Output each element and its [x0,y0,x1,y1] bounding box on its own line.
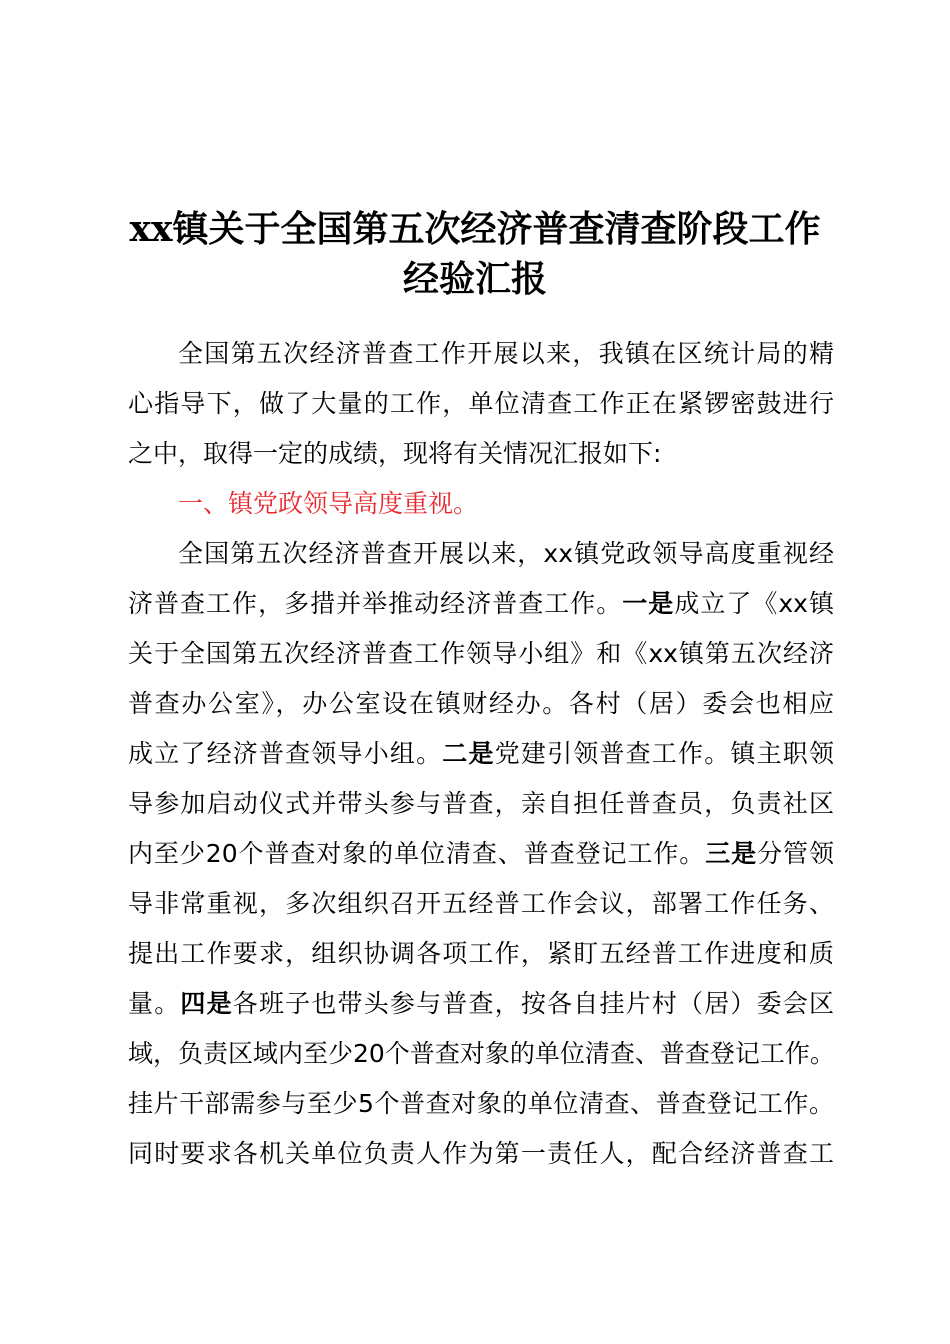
paragraph-line: 同时要求各机关单位负责人作为第一责任人，配合经济普查工 [128,1139,834,1168]
bold-marker: 二是 [442,739,495,768]
paragraph-line [128,979,834,1029]
text-run: 济普查工作，多措并举推动经济普查工作。 [128,589,623,618]
paragraph-line [128,829,834,879]
paragraph-line: 之中，取得一定的成绩，现将有关情况汇报如下: [128,439,662,468]
paragraph-line: 心指导下，做了大量的工作，单位清查工作正在紧锣密鼓进行 [128,389,834,418]
bold-marker: 一是 [622,589,675,618]
text-run: 内至少20个普查对象的单位清查、普查登记工作。 [128,839,706,868]
text-run: 分管领 [757,839,834,868]
text-run: 各班子也带头参与普查，按各自挂片村（居）委会区 [232,989,834,1018]
paragraph-line: 普查办公室》，办公室设在镇财经办。各村（居）委会也相应 [128,689,834,718]
document-title-line-1: xx镇关于全国第五次经济普查清查阶段工作 [129,208,821,250]
paragraph-line [128,729,834,779]
text-run: 量。 [128,989,181,1018]
section-heading: 一、镇党政领导高度重视。 [178,489,479,518]
document-title-line-2: 经验汇报 [402,258,547,300]
text-run: 成立了经济普查领导小组。 [128,739,443,768]
paragraph-line: 挂片干部需参与至少5个普查对象的单位清查、普查登记工作。 [128,1089,834,1118]
paragraph-line [128,579,834,629]
paragraph-line: 导参加启动仪式并带头参与普查，亲自担任普查员，负责社区 [128,789,834,818]
text-run: 党建引领普查工作。镇主职领 [494,739,834,768]
paragraph-line: 全国第五次经济普查工作开展以来，我镇在区统计局的精 [178,339,834,368]
paragraph-line: 关于全国第五次经济普查工作领导小组》和《xx镇第五次经济 [128,639,834,668]
bold-marker: 三是 [705,839,758,868]
paragraph-line: 域，负责区域内至少20个普查对象的单位清查、普查登记工作。 [128,1039,835,1068]
paragraph-line: 全国第五次经济普查开展以来，xx镇党政领导高度重视经 [178,539,834,568]
text-run: 成立了《xx镇 [674,589,834,618]
paragraph-line: 导非常重视，多次组织召开五经普工作会议，部署工作任务、 [128,889,834,918]
bold-marker: 四是 [180,989,233,1018]
paragraph-line: 提出工作要求，组织协调各项工作，紧盯五经普工作进度和质 [128,939,834,968]
